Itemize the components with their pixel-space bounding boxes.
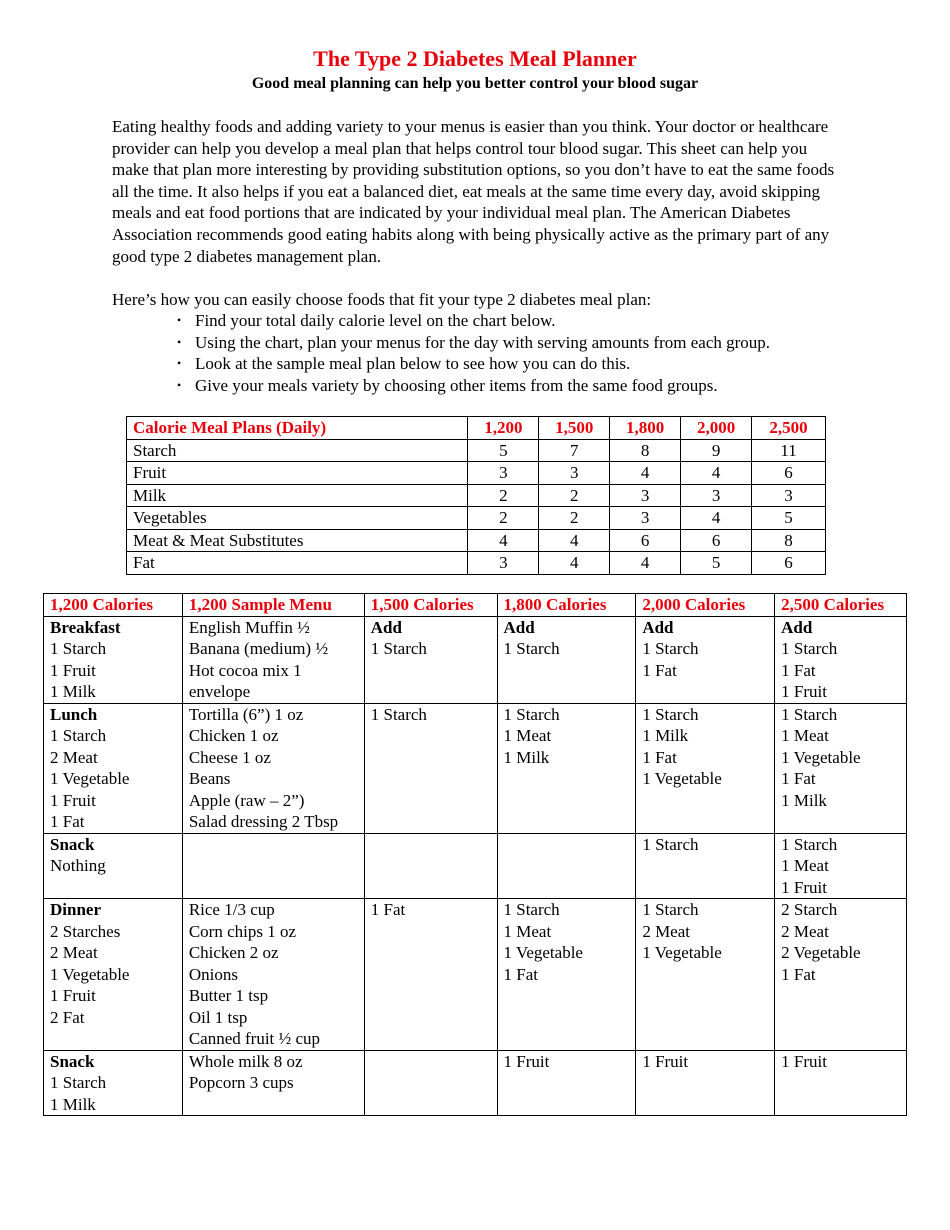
calorie-table-row — [127, 552, 826, 575]
serving-count-cell: 6 — [681, 529, 752, 552]
menu-cell — [497, 899, 636, 1051]
menu-header-cell: 1,800 Calories — [497, 594, 636, 617]
serving-count-cell: 3 — [468, 552, 539, 575]
instruction-item: • Look at the sample meal plan below to see how you can do this. — [177, 354, 631, 374]
menu-cell — [775, 899, 907, 1051]
menu-cell — [44, 703, 183, 833]
menu-line: 1 Starch — [503, 900, 560, 919]
food-group-cell: Fat — [127, 552, 468, 575]
serving-count-cell: 11 — [752, 439, 826, 462]
menu-line: 2 Starch — [781, 900, 838, 919]
menu-line: 1 Vegetable — [503, 943, 583, 962]
serving-count-cell: 2 — [468, 507, 539, 530]
menu-line: 1 Vegetable — [781, 747, 861, 767]
menu-cell — [44, 833, 183, 899]
menu-line: 1 Meat — [781, 856, 829, 875]
menu-line: 2 Meat — [50, 747, 98, 767]
menu-line: 1 Meat — [503, 921, 552, 941]
menu-line: 1 Starch — [50, 639, 107, 658]
serving-count-cell: 2 — [468, 484, 539, 507]
calorie-header-cell: 2,500 — [752, 417, 826, 440]
menu-line: 1 Starch — [642, 704, 699, 724]
meal-label: Snack — [50, 834, 95, 854]
menu-line: 1 Milk — [503, 747, 550, 767]
serving-count-cell: 3 — [752, 484, 826, 507]
menu-header-cell: 2,000 Calories — [636, 594, 775, 617]
menu-line: Beans — [188, 769, 231, 788]
menu-line: Whole milk 8 oz — [188, 1051, 303, 1071]
menu-line: Oil 1 tsp — [188, 1007, 248, 1027]
menu-line: 1 Vegetable — [642, 943, 722, 962]
menu-cell — [497, 1050, 636, 1116]
menu-line: envelope — [188, 682, 251, 701]
menu-line: 1 Fruit — [503, 1051, 550, 1071]
serving-count-cell: 5 — [681, 552, 752, 575]
menu-cell — [182, 703, 364, 833]
serving-count-cell: 4 — [681, 507, 752, 530]
menu-cell — [636, 616, 775, 703]
meal-label: Dinner — [50, 900, 101, 919]
menu-line: 2 Starches — [50, 921, 121, 941]
food-group-cell: Fruit — [127, 462, 468, 485]
calorie-header-cell: 1,200 — [468, 417, 539, 440]
menu-line: Popcorn 3 cups — [188, 1073, 294, 1092]
serving-count-cell: 6 — [610, 529, 681, 552]
calorie-table-row — [127, 439, 826, 462]
bullet-icon: • — [177, 313, 182, 327]
sample-menu-table — [43, 593, 907, 1116]
menu-line: Rice 1/3 cup — [188, 900, 275, 919]
meal-label: Breakfast — [50, 617, 121, 637]
menu-line: Chicken 1 oz — [188, 726, 279, 745]
menu-line: 1 Fat — [781, 964, 816, 984]
menu-line: 1 Milk — [781, 790, 827, 810]
menu-table-row — [44, 703, 907, 833]
calorie-header-cell: 1,800 — [610, 417, 681, 440]
menu-line: 1 Fruit — [781, 877, 827, 897]
menu-line: 1 Vegetable — [50, 769, 130, 788]
menu-cell — [636, 899, 775, 1051]
menu-line: 1 Fruit — [642, 1051, 689, 1071]
serving-count-cell: 4 — [681, 462, 752, 485]
menu-line: Canned fruit ½ cup — [188, 1029, 321, 1048]
calorie-table-row — [127, 484, 826, 507]
serving-count-cell: 4 — [539, 529, 610, 552]
bullet-icon: • — [177, 356, 182, 371]
menu-line: Chicken 2 oz — [188, 943, 279, 962]
serving-count-cell: 4 — [610, 552, 681, 575]
menu-cell — [182, 833, 364, 899]
menu-cell — [182, 616, 364, 703]
menu-cell — [775, 703, 907, 833]
food-group-cell: Meat & Meat Substitutes — [127, 529, 468, 552]
menu-line: English Muffin ½ — [188, 617, 310, 637]
menu-cell — [44, 899, 183, 1051]
serving-count-cell: 4 — [610, 462, 681, 485]
menu-line: 1 Vegetable — [642, 769, 722, 788]
instruction-list — [174, 310, 874, 396]
serving-count-cell: 3 — [681, 484, 752, 507]
menu-cell — [497, 703, 636, 833]
menu-cell — [775, 833, 907, 899]
serving-count-cell: 6 — [752, 552, 826, 575]
serving-count-cell: 9 — [681, 439, 752, 462]
serving-count-cell: 8 — [610, 439, 681, 462]
menu-line: Onions — [188, 964, 238, 984]
menu-table-row — [44, 616, 907, 703]
menu-cell — [775, 616, 907, 703]
menu-header-cell: 1,200 Sample Menu — [182, 594, 364, 617]
menu-table-row — [44, 1050, 907, 1116]
menu-line: 1 Fruit — [781, 682, 827, 701]
menu-line: Add — [370, 617, 402, 637]
instruction-item: • Find your total daily calorie level on the chart below. — [177, 311, 556, 330]
menu-line: 1 Meat — [503, 726, 552, 745]
calorie-header-cell: 1,500 — [539, 417, 610, 440]
instruction-item: • Give your meals variety by choosing other items from the same food groups. — [177, 375, 718, 395]
menu-table-row — [44, 899, 907, 1051]
menu-line: 2 Fat — [50, 1007, 85, 1027]
serving-count-cell: 7 — [539, 439, 610, 462]
menu-line: 1 Meat — [781, 726, 829, 745]
menu-cell — [497, 833, 636, 899]
bullet-icon: • — [177, 377, 182, 392]
menu-line: 1 Milk — [50, 1094, 96, 1114]
menu-line: Add — [503, 617, 535, 637]
menu-line: 1 Starch — [781, 639, 838, 658]
menu-line: 1 Milk — [642, 726, 689, 745]
menu-line: 1 Fruit — [50, 660, 96, 680]
menu-cell — [364, 833, 497, 899]
menu-cell — [364, 899, 497, 1051]
menu-line: 2 Vegetable — [781, 943, 861, 962]
menu-line: Apple (raw – 2”) — [188, 790, 305, 810]
menu-line: 2 Meat — [50, 943, 98, 962]
menu-line: 1 Milk — [50, 682, 96, 701]
menu-cell — [44, 1050, 183, 1116]
instruction-item: • Using the chart, plan your menus for the day with serving amounts from each group. — [177, 332, 771, 352]
calorie-plan-table — [126, 416, 826, 575]
serving-count-cell: 3 — [539, 462, 610, 485]
menu-cell — [182, 1050, 364, 1116]
serving-count-cell: 6 — [752, 462, 826, 485]
calorie-header-cell: 2,000 — [681, 417, 752, 440]
serving-count-cell: 5 — [468, 439, 539, 462]
serving-count-cell: 2 — [539, 507, 610, 530]
serving-count-cell: 3 — [610, 507, 681, 530]
menu-cell — [636, 833, 775, 899]
menu-line: 1 Starch — [503, 704, 560, 724]
menu-line: Nothing — [50, 856, 106, 875]
menu-line: Add — [642, 617, 674, 637]
menu-table-row — [44, 833, 907, 899]
menu-line: 1 Starch — [50, 1073, 107, 1092]
instructions-lead: Here’s how you can easily choose foods that fit your type 2 diabetes meal plan: — [112, 290, 652, 309]
menu-cell — [182, 899, 364, 1051]
menu-line: 1 Fat — [370, 900, 406, 919]
menu-line: 1 Starch — [370, 704, 427, 724]
menu-line: Cheese 1 oz — [188, 747, 271, 767]
food-group-cell: Milk — [127, 484, 468, 507]
menu-line: 2 Meat — [781, 921, 829, 941]
serving-count-cell: 3 — [468, 462, 539, 485]
menu-line: 1 Fat — [781, 660, 816, 680]
menu-cell — [44, 616, 183, 703]
menu-line: Hot cocoa mix 1 — [188, 660, 302, 680]
menu-line: 2 Meat — [642, 921, 690, 941]
page-subtitle: Good meal planning can help you better control your blood sugar — [251, 75, 699, 92]
menu-line: 1 Fat — [503, 964, 538, 984]
menu-line: 1 Fat — [642, 747, 677, 767]
menu-cell — [497, 616, 636, 703]
menu-line: 1 Starch — [642, 900, 699, 919]
menu-line: 1 Fruit — [50, 986, 96, 1005]
serving-count-cell: 4 — [468, 529, 539, 552]
menu-line: 1 Starch — [642, 639, 699, 658]
bullet-icon: • — [177, 334, 182, 349]
food-group-cell: Starch — [127, 439, 468, 462]
meal-label: Lunch — [50, 704, 98, 724]
menu-line: Add — [781, 617, 813, 637]
calorie-table-header — [127, 417, 826, 440]
menu-cell — [636, 703, 775, 833]
intro-paragraph: Eating healthy foods and adding variety to your menus is easier than you think. Your doctor or healthcare provider can help you develop a meal plan that helps control tour blood sugar. This sheet can help you make that plan more interesting by providing substitution options, so you don’t have to eat the same foods all the time. It also helps if you eat a balanced diet, eat meals at the same time every day, avoid skipping meals and eat food portions that are indicated by your individual meal plan. The American Diabetes Association recommends good eating habits along with being physically active as the primary part of any good type 2 diabetes management plan. — [112, 117, 835, 266]
calorie-table-row — [127, 507, 826, 530]
menu-line: 1 Starch — [781, 704, 838, 724]
menu-line: 1 Starch — [370, 639, 427, 658]
menu-line: 1 Fat — [50, 812, 85, 831]
menu-line: 1 Starch — [503, 639, 560, 658]
menu-line: 1 Starch — [642, 834, 699, 854]
menu-cell — [775, 1050, 907, 1116]
menu-line: Tortilla (6”) 1 oz — [188, 704, 304, 724]
meal-label: Snack — [50, 1051, 95, 1071]
menu-line: 1 Fat — [781, 769, 816, 788]
calorie-table-row — [127, 529, 826, 552]
menu-line: 1 Vegetable — [50, 964, 130, 984]
serving-count-cell: 8 — [752, 529, 826, 552]
menu-cell — [636, 1050, 775, 1116]
menu-line: 1 Starch — [50, 726, 107, 745]
serving-count-cell: 2 — [539, 484, 610, 507]
menu-cell — [364, 1050, 497, 1116]
serving-count-cell: 5 — [752, 507, 826, 530]
menu-header-cell: 2,500 Calories — [775, 594, 907, 617]
menu-line: 1 Starch — [781, 834, 838, 854]
menu-header-cell: 1,500 Calories — [364, 594, 497, 617]
calorie-table-row — [127, 462, 826, 485]
serving-count-cell: 3 — [610, 484, 681, 507]
serving-count-cell: 4 — [539, 552, 610, 575]
menu-header-cell: 1,200 Calories — [44, 594, 183, 617]
menu-cell — [364, 616, 497, 703]
menu-line: 1 Fruit — [781, 1051, 827, 1071]
menu-line: 1 Fat — [642, 660, 677, 680]
menu-line: Butter 1 tsp — [188, 986, 269, 1005]
menu-table-header — [44, 594, 907, 617]
menu-line: Salad dressing 2 Tbsp — [188, 812, 339, 831]
page-title: The Type 2 Diabetes Meal Planner — [313, 46, 637, 71]
food-group-cell: Vegetables — [127, 507, 468, 530]
calorie-header-cell: Calorie Meal Plans (Daily) — [127, 417, 468, 440]
menu-cell — [364, 703, 497, 833]
menu-line: 1 Fruit — [50, 790, 96, 810]
menu-line: Banana (medium) ½ — [188, 639, 329, 658]
menu-line: Corn chips 1 oz — [188, 921, 296, 941]
